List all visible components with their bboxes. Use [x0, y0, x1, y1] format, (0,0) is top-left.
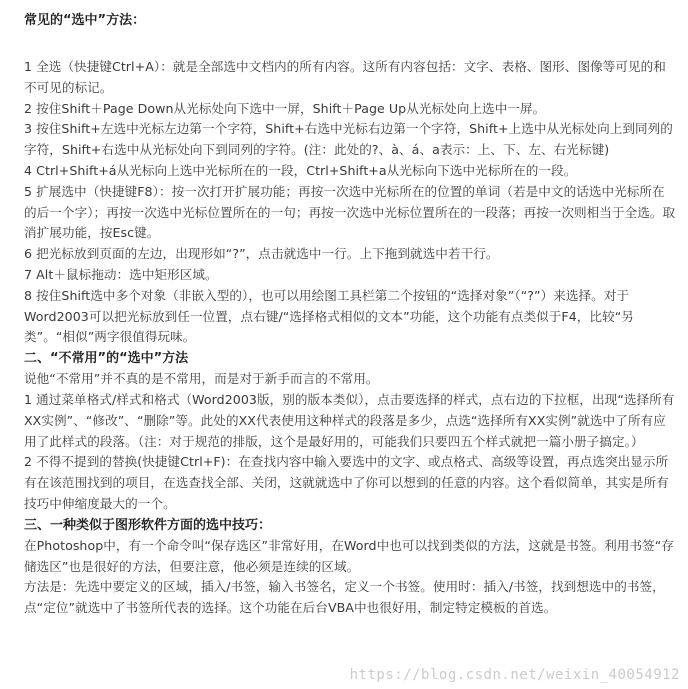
section-heading-uncommon: 二、“不常用”的“选中”方法: [24, 351, 189, 367]
paragraph-shift-arrows: 3 按住Shift+左选中光标左边第一个字符，Shift+右选中光标右边第一个字符，Shift+上选中从光标处向上到同列的字符，Shift+右选中从光标处向下到同列的字符。(注：此处的?、à、á、a表示：上、下、左、右光标键): [24, 121, 673, 158]
paragraph-extend-selection: 5 扩展选中（快捷键F8）：按一次打开扩展功能；再按一次选中光标所在的位置的单词（若是中文的话选中光标所在的后一个字）；再按一次选中光标位置所在的一句；再按一次选中光标位置所在的一段落；再按一次则相当于全选。取消扩展功能，按Esc键。: [24, 183, 676, 241]
section-heading-common: 常见的“选中”方法：: [24, 13, 146, 28]
watermark: https://blog.csdn.net/weixin_40054912: [349, 667, 680, 683]
paragraph-uncommon-intro: 说他“不常用”并不真的是不常用，而是对于新手而言的不常用。: [24, 371, 379, 387]
paragraph-shift-page: 2 按住Shift＋Page Down从光标处向下选中一屏，Shift＋Page Up从光标处向上选中一屏。: [24, 100, 546, 116]
paragraph-select-all: 1 全选（快捷键Ctrl+A）：就是全部选中文档内的所有内容。这所有内容包括：文字、表格、图形、图像等可见的和不可见的标记。: [24, 59, 666, 95]
heading-spacer: [0, 31, 688, 57]
paragraph-alt-drag: 7 Alt＋鼠标拖动：选中矩形区域。: [24, 266, 218, 282]
paragraph-find-replace: 2 不得不提到的替换(快捷键Ctrl+F)：在查找内容中输入要选中的文字、或点格式、高级等设置，再点选突出显示所有在该范围找到的项目，在选查找全部、关闭，这就就选中了你可以想到的任意的内容。这个看似简单，其实是所有技巧中伸缩度最大的一个。: [24, 454, 669, 511]
paragraph-shift-objects: 8 按住Shift选中多个对象（非嵌入型的），也可以用绘图工具栏第二个按钮的“选择对象”（“?”）来选择。对于Word2003可以把光标放到任一位置，点右键/“选择格式相似的文本”功能，这个功能有点类似于F4，比较“另类”。“相似”两字很值得玩味。: [24, 287, 634, 345]
paragraph-styles-menu: 1 通过菜单格式/样式和格式（Word2003版，别的版本类似），点击要选择的样式，点右边的下拉框，出现“选择所有XX实例”、“修改”、“删除”等。此处的XX代表使用这种样式的段落是多少，点选“选择所有XX实例”就选中了所有应用了此样式的段落。（注：对于规范的排版，这个是最好用的，可能我们只要四五个样式就把一篇小册子搞定。）: [24, 391, 675, 449]
paragraph-bookmark-intro: 在Photoshop中，有一个命令叫“保存选区”非常好用，在Word中也可以找到类似的方法，这就是书签。利用书签“存储选区”也是很好的方法，但要注意，他必须是连续的区域。: [24, 537, 674, 574]
paragraph-left-margin: 6 把光标放到页面的左边，出现形如“?”，点击就选中一行。上下拖到就选中若干行。: [24, 246, 499, 262]
paragraph-ctrl-shift: 4 Ctrl+Shift+á从光标向上选中光标所在的一段，Ctrl+Shift+a从光标向下选中光标所在的一段。: [24, 162, 577, 178]
paragraph-bookmark-method: 方法是：先选中要定义的区域，插入/书签，输入书签名，定义一个书签。使用时：插入/书签，找到想选中的书签，点“定位”就选中了书签所代表的选择。这个功能在后台VBA中也很好用，制定特定模板的首选。: [24, 579, 665, 616]
section-heading-graphics: 三、一种类似于图形软件方面的选中技巧：: [24, 517, 272, 533]
